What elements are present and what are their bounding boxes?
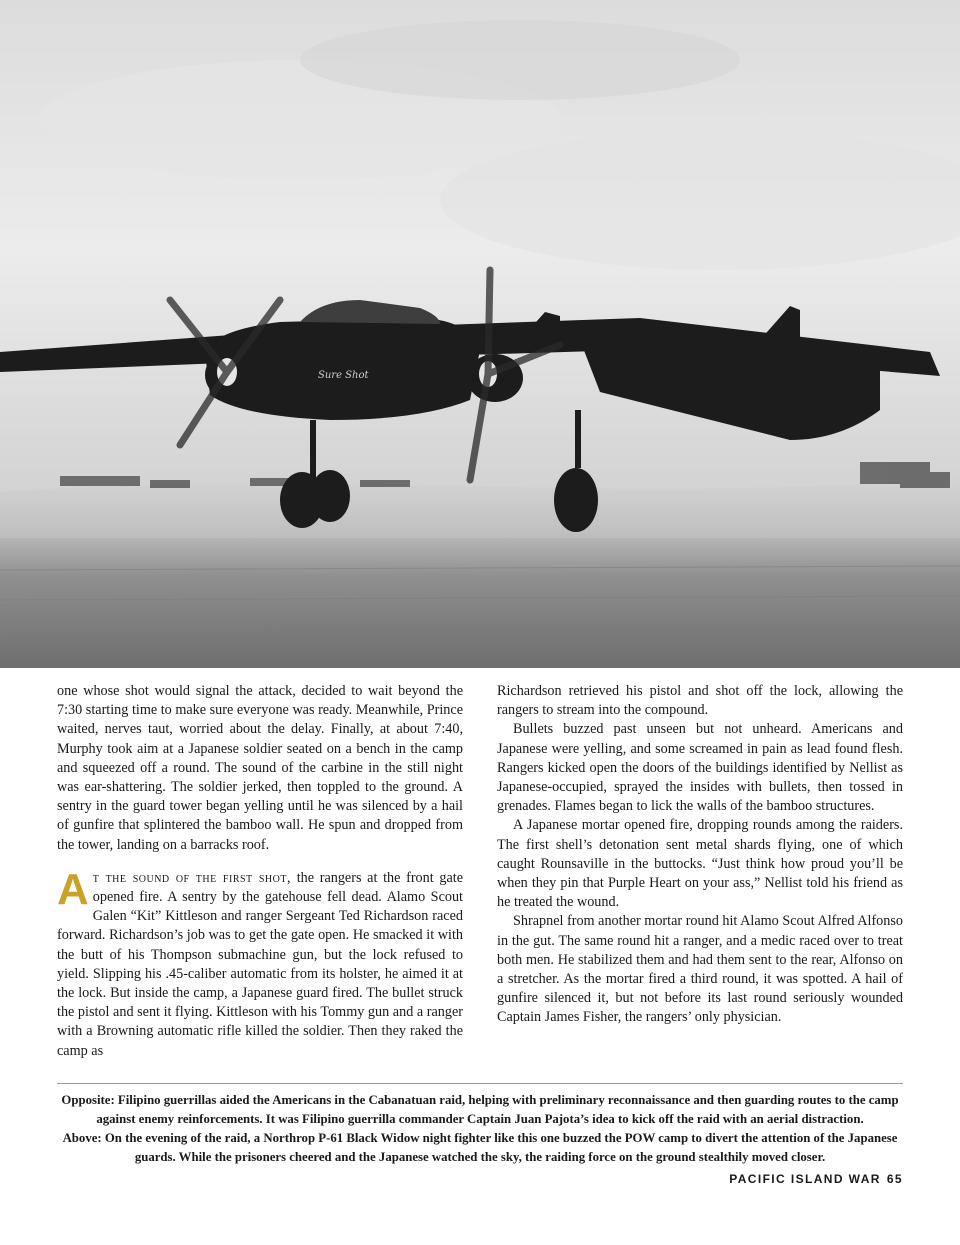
section-lead-in: t the sound of the first shot, xyxy=(92,869,292,886)
right-paragraph-3: A Japanese mortar opened fire, dropping rounds among the raiders. The first shell’s detonation sent metal shards flying, one of which caught Rounsaville in the buttocks. “Just think how proud you’ll be when they pin that Purple Heart on your ass,” Nellist told his friend as he treated the wound. xyxy=(497,817,903,911)
article-right-column xyxy=(497,682,903,1028)
left-paragraph-2-body: the rangers at the front gate opened fire. A sentry by the gatehouse fell dead. Alamo Scout Galen “Kit” Kittleson and ranger Sergeant Ted Richardson raced forward. Richardson’s job was to get the gate open. He smacked it with the butt of his Thompson submachine gun, but the lock refused to yield. Slipping his .45-caliber automatic from its holster, he aimed it at the lock. But inside the camp, a Japanese guard fired. The bullet struck the pistol and sent it flying. Kittleson with his Tommy gun and a ranger with a Browning automatic rifle killed the soldier. Then they raked the camp as xyxy=(57,869,463,1059)
article-left-column xyxy=(57,682,463,1061)
right-paragraph-1: Richardson retrieved his pistol and shot off the lock, allowing the rangers to stream into the compound. xyxy=(497,683,903,719)
drop-cap: A xyxy=(57,864,89,914)
left-paragraph-1: one whose shot would signal the attack, decided to wait beyond the 7:30 starting time to make sure everyone was ready. Meanwhile, Prince waited, nerves taut, worried about the delay. Finally, at about 7:40, Murphy took aim at a Japanese soldier seated on a bench in the camp and squeezed off a round. The sound of the carbine in the still night was ear-shattering. The soldier jerked, then toppled to the ground. A sentry in the guard tower began yelling until he was silenced by a hail of gunfire that splintered the bamboo wall. He spun and dropped from the tower, landing on a barracks roof. xyxy=(57,683,463,853)
photo-caption xyxy=(57,1091,903,1167)
caption-divider xyxy=(57,1083,903,1084)
page-number: 65 xyxy=(886,1172,903,1186)
publication-title: PACIFIC ISLAND WAR xyxy=(729,1172,881,1186)
right-paragraph-4: Shrapnel from another mortar round hit Alamo Scout Alfred Alfonso in the gut. The same round hit a ranger, and a medic raced over to treat both men. He stabilized them and had them sent to the rear, Alfonso on a stretcher. As the mortar fired a third round, it was spotted. A hail of gunfire silenced it, but not before its last round seriously wounded Captain James Fisher, the rangers’ only physician. xyxy=(497,913,903,1026)
left-paragraph-2 xyxy=(57,864,463,1061)
page-footer xyxy=(729,1172,903,1186)
nose-art-label: Sure Shot xyxy=(318,370,369,381)
right-paragraph-2: Bullets buzzed past unseen but not unheard. Americans and Japanese were yelling, and some screamed in pain as lead found flesh. Rangers kicked open the doors of the buildings identified by Nellist as Japanese-occupied, sprayed the insides with bullets, then tossed in grenades. Flames began to lick the walls of the bamboo structures. xyxy=(497,721,903,815)
caption-opposite: Opposite: Filipino guerrillas aided the Americans in the Cabanatuan raid, helping with preliminary reconnaissance and then guarding routes to the camp against enemy reinforcements. It was Filipino guerrilla commander Captain Juan Pajota’s idea to kick off the raid with an aerial distraction. xyxy=(61,1093,899,1126)
caption-above: Above: On the evening of the raid, a Northrop P-61 Black Widow night fighter like this one buzzed the POW camp to divert the attention of the Japanese guards. While the prisoners cheered and the Japanese watched the sky, the raiding force on the ground stealthily moved closer. xyxy=(62,1131,898,1164)
